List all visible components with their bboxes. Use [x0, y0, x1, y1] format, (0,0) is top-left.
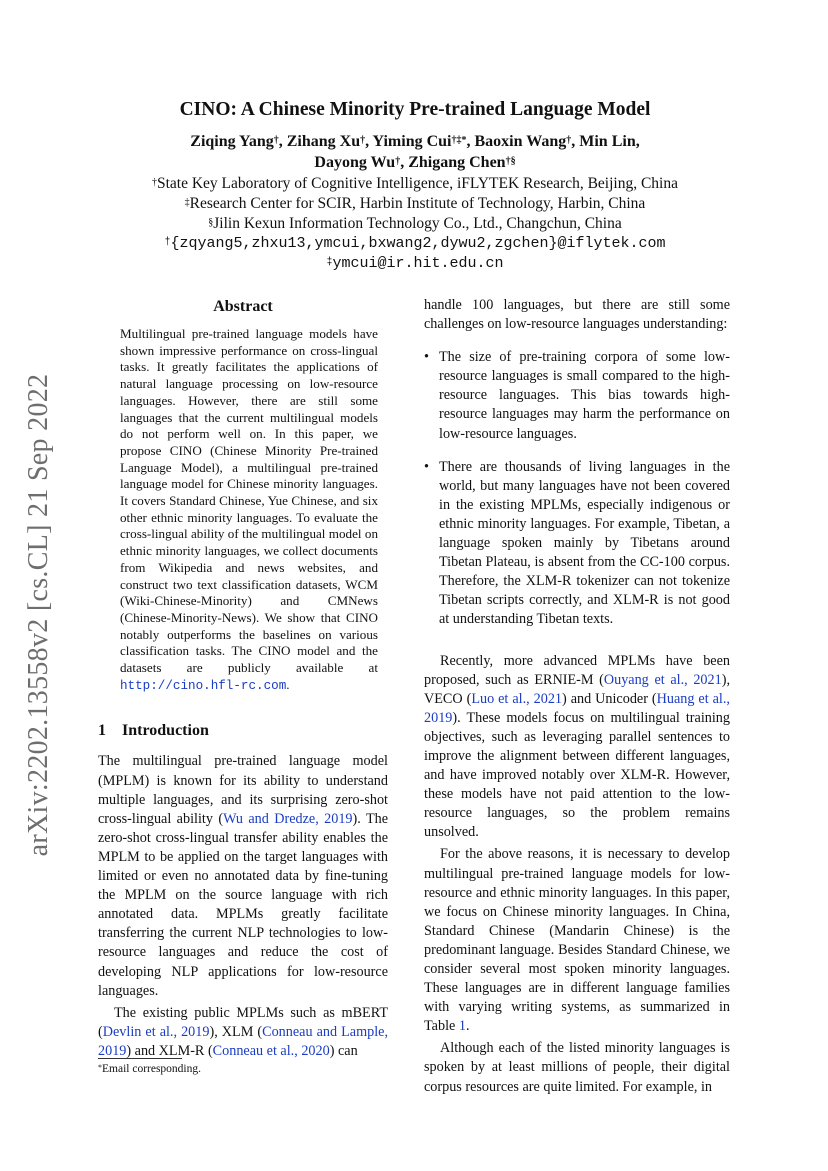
- citation-link[interactable]: Devlin et al., 2019: [102, 1023, 210, 1040]
- list-item: • There are thousands of living languages in the world, but many languages have not been covered in the existing MPLMs, especially indigenous or ethnic minority languages. For example, Tibetan, a language spoken mainly by Tibetans around Tibetan Plateau, is absent from the CC-100 corpus. Therefore, the XLM-R tokenizer can not tokenize Tibetan scripts correctly, and XLM-R is not good at understanding Tibetan texts.: [424, 458, 730, 630]
- abstract-text: Multilingual pre-trained language models have shown impressive performance on cross-lingual tasks. It greatly facilitates the applications of natural language processing on low-resource languages. However, there are still some languages that the current multilingual models do not perform well on. In this paper, we propose CINO (Chinese Minority Pre-trained Language Model), a multilingual pre-trained language model for Chinese minority languages. It covers Standard Chinese, Yue Chinese, and six other ethnic minority languages. To evaluate the cross-lingual ability of the multilingual model on ethnic minority languages, we collect documents from Wikipedia and news websites, and construct two text classification datasets, WCM (Wiki-Chinese-Minority) and CMNews (Chinese-Minority-News). We show that CINO notably outperforms the baselines on various classification tasks. The CINO model and the datasets are publicly available at: [120, 326, 378, 676]
- author-name: Zihang Xu: [286, 133, 361, 150]
- right-paragraph-5: Although each of the listed minority languages is spoken by at least millions of people, their digital corpus resources are quite limited. For example, in: [424, 1040, 730, 1095]
- email-line-1: [95, 234, 735, 254]
- author-mark: †‡*: [451, 135, 467, 146]
- author-mark: †§: [505, 156, 516, 167]
- text-run: ), XLM (: [209, 1023, 263, 1040]
- text-run: The existing public MPLMs such as mBERT (: [98, 1004, 388, 1040]
- affiliation-text: Jilin Kexun Information Technology Co., Ltd., Changchun, China: [213, 215, 622, 232]
- text-run: ), VECO (: [424, 671, 730, 707]
- intro-paragraph-1: [98, 752, 388, 1000]
- author-name: Yiming Cui: [372, 133, 452, 150]
- author-line-1: Ziqing Yang†, Zihang Xu†, Yiming Cui†‡*, Baoxin Wang†, Min Lin,: [190, 133, 640, 150]
- text-run: Recently, more advanced MPLMs have been proposed, such as ERNIE-M (: [424, 652, 730, 688]
- email-text[interactable]: {zqyang5,zhxu13,ymcui,bxwang2,dywu2,zgchen}@iflytek.com: [170, 235, 666, 252]
- right-paragraph-3: [424, 652, 730, 843]
- arxiv-stamp: [22, 365, 56, 865]
- author-name: Ziqing Yang: [190, 133, 274, 150]
- paper-title: CINO: A Chinese Minority Pre-trained Language Model: [179, 99, 651, 120]
- author-name: Zhigang Chen: [408, 154, 506, 171]
- affiliation-mark: §: [208, 217, 214, 228]
- right-continuation: handle 100 languages, but there are still some challenges on low-resource languages understanding:: [424, 297, 730, 333]
- footnote-divider: [98, 1058, 182, 1059]
- text-run: ) and Unicoder (: [562, 690, 657, 707]
- text-run: ). These models focus on multilingual training objectives, such as leveraging parallel sentences to improve the alignment between different languages, and have improved notably over XLM-R. However, these models have not paid attention to the low-resource languages, so the problem remains unsolved.: [424, 709, 730, 841]
- text-run: ) can: [329, 1042, 358, 1059]
- affiliation-3: [95, 214, 735, 234]
- text-run: For the above reasons, it is necessary to develop multilingual pre-trained language models for low-resource and ethnic minority languages. In this paper, we focus on Chinese minority languages. In China, Standard Chinese (Mandarin Chinese) is the predominant language. Besides Standard Chinese, we consider several most spoken minority languages. These languages are in different language families with varying writing systems, as summarized in Table: [424, 846, 730, 1035]
- citation-link[interactable]: Conneau et al., 2020: [212, 1042, 330, 1059]
- email-mark: ‡: [326, 257, 333, 268]
- footnote-text: Email corresponding.: [102, 1063, 202, 1075]
- text-run: ). The zero-shot cross-lingual transfer ability enables the MPLM to be applied on the target languages with limited or even no annotated data by fine-tuning the MPLM on the source language with rich annotated data. MPLMs greatly facilitate transferring the current NLP technologies to low-resource languages and reduce the cost of developing NLP applications for low-resource languages.: [98, 810, 388, 999]
- citation-link[interactable]: Huang et al., 2019: [424, 690, 730, 726]
- challenge-list: [424, 348, 730, 629]
- footnote-mark: *: [98, 1063, 102, 1072]
- email-mark: †: [164, 237, 171, 248]
- citation-link[interactable]: Luo et al., 2021: [471, 690, 563, 707]
- affiliation-mark: ‡: [184, 197, 190, 208]
- table-ref-link[interactable]: 1: [458, 1018, 466, 1035]
- affiliation-2: [95, 194, 735, 214]
- paper-header: [95, 98, 735, 274]
- section-title: Introduction: [122, 722, 209, 740]
- arxiv-stamp-text: arXiv:2202.13558v2 [cs.CL] 21 Sep 2022: [23, 373, 54, 857]
- author-mark: †: [566, 135, 572, 146]
- author-name: Dayong Wu: [314, 154, 396, 171]
- intro-paragraph-2: [98, 1004, 388, 1061]
- section-heading-introduction: [98, 720, 388, 742]
- citation-link[interactable]: Ouyang et al., 2021: [603, 671, 722, 688]
- affiliation-text: State Key Laboratory of Cognitive Intelligence, iFLYTEK Research, Beijing, China: [156, 175, 678, 192]
- text-run: .: [465, 1018, 470, 1035]
- footnote: [98, 1062, 201, 1076]
- abstract-end: .: [286, 676, 290, 692]
- section-number: 1: [98, 722, 106, 740]
- right-column: [424, 296, 730, 1097]
- citation-link[interactable]: Conneau and Lample, 2019: [98, 1023, 389, 1059]
- text-run: The multilingual pre-trained language model (MPLM) is known for its ability to understand multiple languages, and its surprising zero-shot cross-lingual ability (: [98, 753, 388, 827]
- list-item: • The size of pre-training corpora of some low-resource languages is small compared to the high-resource languages. This bias towards high-resource languages may harm the performance on low-resource languages.: [424, 348, 730, 443]
- affiliation-mark: †: [151, 177, 157, 188]
- author-name: Min Lin,: [579, 133, 640, 150]
- author-line-2: Dayong Wu†, Zhigang Chen†§: [314, 154, 516, 171]
- author-mark: †: [273, 135, 279, 146]
- left-column: [98, 296, 388, 1061]
- affiliation-text: Research Center for SCIR, Harbin Institute of Technology, Harbin, China: [189, 195, 646, 212]
- text-run: ) and XLM-R (: [126, 1042, 213, 1059]
- author-mark: †: [360, 135, 366, 146]
- author-name: Baoxin Wang: [474, 133, 567, 150]
- right-paragraph-4: [424, 845, 730, 1036]
- email-text[interactable]: ymcui@ir.hit.edu.cn: [332, 255, 504, 272]
- abstract-body: [120, 326, 378, 694]
- citation-link[interactable]: Wu and Dredze, 2019: [223, 810, 353, 827]
- email-line-2: [95, 254, 735, 274]
- abstract-heading: Abstract: [213, 298, 273, 315]
- affiliation-1: [95, 174, 735, 194]
- author-mark: †: [395, 156, 401, 167]
- abstract-url-link[interactable]: http://cino.hfl-rc.com: [120, 678, 287, 693]
